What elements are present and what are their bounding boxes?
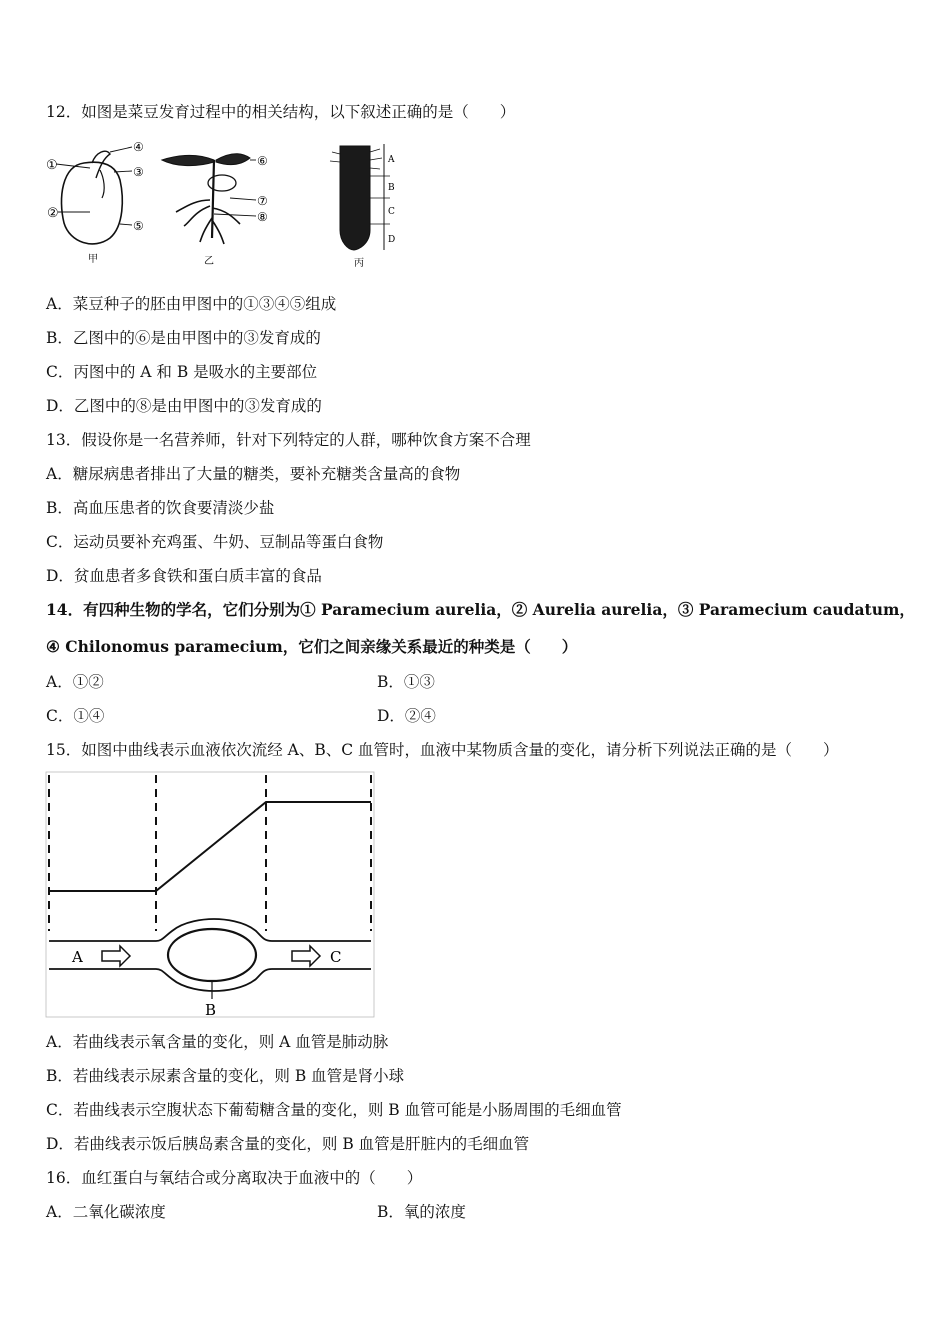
label-1: ①	[46, 158, 58, 173]
q13-option-a: A．糖尿病患者排出了大量的糖类，要补充糖类含量高的食物	[46, 465, 461, 483]
label-8: ⑧	[257, 210, 268, 224]
seedling-diagram-yi	[162, 154, 268, 267]
q12-option-a: A．菜豆种子的胚由甲图中的①③④⑤组成	[46, 295, 337, 313]
q15-stem: 15．如图中曲线表示血液依次流经 A、B、C 血管时，血液中某物质含量的变化，请分析下列说法正确的是（ ）	[46, 741, 839, 759]
label-5: ⑤	[133, 219, 144, 233]
label-b: B	[388, 183, 395, 193]
q14-option-d: D．②④	[377, 707, 436, 725]
label-a: A	[388, 155, 395, 165]
caption-bing: 丙	[354, 258, 364, 269]
q13-stem: 13．假设你是一名营养师，针对下列特定的人群，哪种饮食方案不合理	[46, 431, 531, 449]
bean-development-figure	[44, 138, 404, 273]
q15-option-d: D．若曲线表示饭后胰岛素含量的变化，则 B 血管是肝脏内的毛细血管	[46, 1135, 530, 1153]
q14-stem-line2: ④ Chilonomus paramecium，它们之间亲缘关系最近的种类是（ ）	[46, 637, 578, 656]
vessel-label-a: A	[72, 948, 83, 966]
caption-jia: 甲	[88, 254, 98, 265]
q15-option-c: C．若曲线表示空腹状态下葡萄糖含量的变化，则 B 血管可能是小肠周围的毛细血管	[46, 1101, 622, 1119]
q15-option-a: A．若曲线表示氧含量的变化，则 A 血管是肺动脉	[46, 1033, 389, 1051]
label-7: ⑦	[257, 194, 268, 208]
q12-option-c: C．丙图中的 A 和 B 是吸水的主要部位	[46, 363, 318, 381]
label-4: ④	[133, 140, 144, 154]
q12-option-b: B．乙图中的⑥是由甲图中的③发育成的	[46, 329, 321, 347]
root-tip-diagram-bing	[330, 144, 395, 269]
q12-stem: 12．如图是菜豆发育过程中的相关结构，以下叙述正确的是（ ）	[46, 103, 516, 121]
label-d: D	[388, 235, 396, 245]
q16-option-a: A．二氧化碳浓度	[46, 1203, 166, 1221]
blood-vessel-curve-figure	[44, 771, 376, 1019]
label-3: ③	[133, 165, 144, 179]
q13-option-d: D．贫血患者多食铁和蛋白质丰富的食品	[46, 567, 322, 585]
q14-option-c: C．①④	[46, 707, 105, 725]
q12-option-d: D．乙图中的⑧是由甲图中的③发育成的	[46, 397, 322, 415]
q14-stem-line1: 14．有四种生物的学名，它们分别为① Paramecium aurelia，② Aurelia aurelia，③ Paramecium caudatum，	[46, 600, 915, 619]
q16-stem: 16．血红蛋白与氧结合或分离取决于血液中的（ ）	[46, 1169, 423, 1187]
q13-option-b: B．高血压患者的饮食要清淡少盐	[46, 499, 275, 517]
label-c: C	[388, 207, 395, 217]
caption-yi: 乙	[204, 256, 214, 267]
seed-diagram-jia	[46, 140, 144, 265]
q14-option-b: B．①③	[377, 673, 435, 691]
q15-option-b: B．若曲线表示尿素含量的变化，则 B 血管是肾小球	[46, 1067, 405, 1085]
label-2: ②	[47, 206, 59, 221]
q16-option-b: B．氧的浓度	[377, 1203, 466, 1221]
q13-option-c: C．运动员要补充鸡蛋、牛奶、豆制品等蛋白食物	[46, 533, 384, 551]
label-6: ⑥	[257, 154, 268, 168]
vessel-label-b: B	[205, 1001, 217, 1019]
vessel-label-c: C	[330, 948, 342, 966]
q14-option-a: A．①②	[46, 673, 104, 691]
